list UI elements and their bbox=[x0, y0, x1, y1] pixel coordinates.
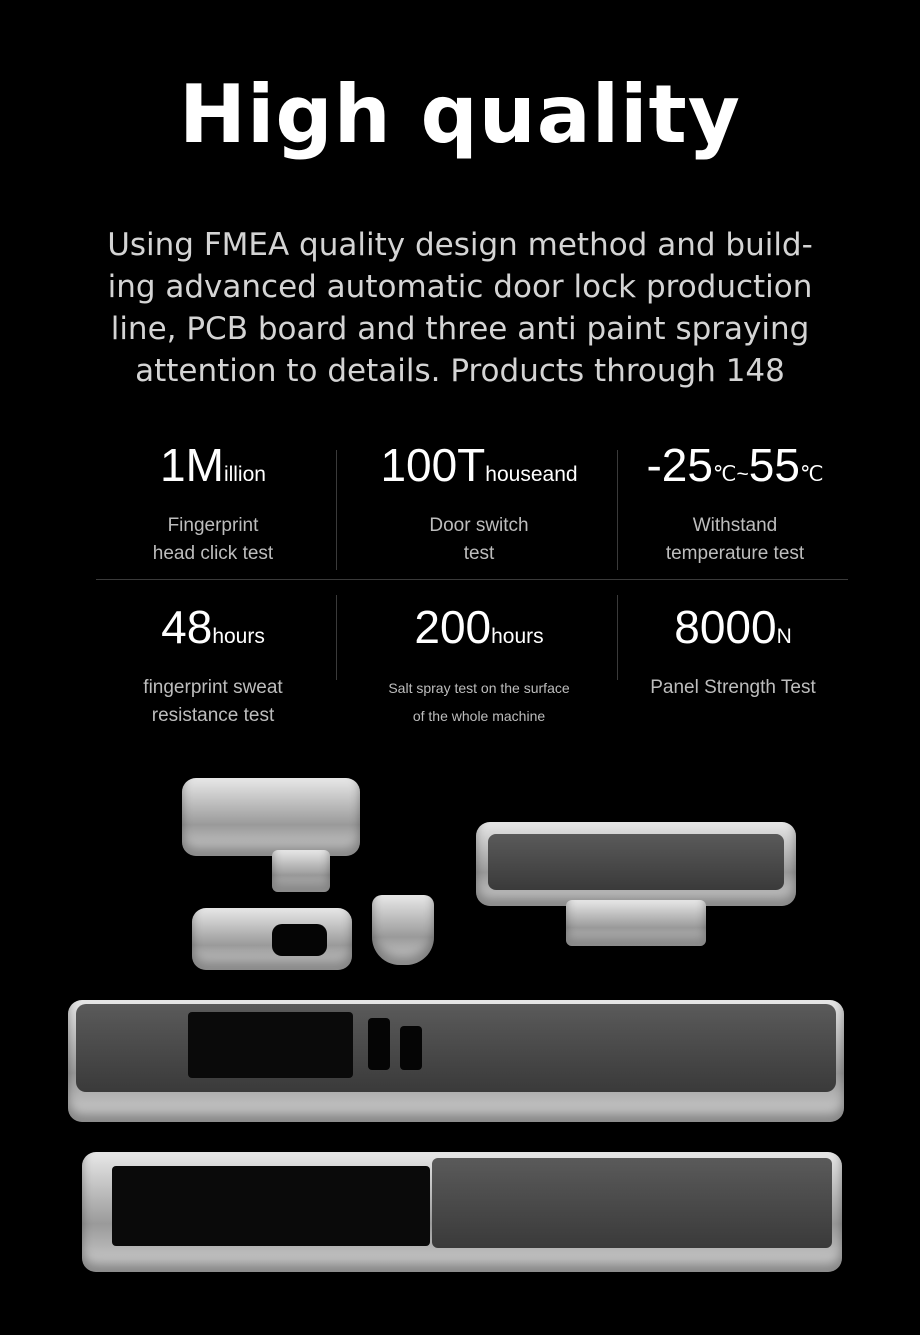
stat-unit: hours bbox=[212, 625, 265, 648]
stat-label: fingerprint sweat bbox=[143, 677, 283, 698]
stat-door-switch bbox=[349, 440, 609, 568]
intro-line: ing advanced automatic door lock production bbox=[107, 269, 813, 305]
stat-unit: hours bbox=[491, 625, 544, 648]
stat-unit: ℃~ bbox=[712, 463, 749, 486]
stat-label: Salt spray test on the surface bbox=[388, 680, 570, 696]
stat-value: 48 bbox=[161, 601, 213, 653]
lock-part-knob bbox=[372, 895, 434, 965]
stat-value: 100T bbox=[380, 439, 486, 491]
stat-value: 200 bbox=[414, 601, 492, 653]
stat-value: 1M bbox=[160, 439, 224, 491]
intro-line: line, PCB board and three anti paint spraying bbox=[110, 311, 810, 347]
lock-front-panel bbox=[68, 1000, 844, 1122]
lock-back-panel bbox=[82, 1152, 842, 1272]
stat-label: test bbox=[463, 543, 495, 564]
lock-part-plate bbox=[192, 908, 352, 970]
stat-value: 8000 bbox=[674, 601, 777, 653]
stat-unit: illion bbox=[223, 463, 266, 486]
stat-value: 55 bbox=[748, 439, 800, 491]
intro-paragraph bbox=[60, 224, 860, 392]
stat-label: Door switch bbox=[429, 515, 529, 536]
stat-label: Withstand bbox=[692, 515, 778, 536]
page-title: High quality bbox=[179, 68, 741, 161]
stat-label: resistance test bbox=[151, 705, 275, 726]
intro-line: attention to details. Products through 148 bbox=[135, 353, 785, 389]
stat-label: Panel Strength Test bbox=[650, 677, 816, 698]
intro-line: Using FMEA quality design method and build- bbox=[107, 227, 813, 263]
stat-temperature bbox=[605, 440, 865, 568]
stat-label: temperature test bbox=[665, 543, 805, 564]
lock-part-housing-base bbox=[566, 900, 706, 946]
stat-label: Fingerprint bbox=[167, 515, 259, 536]
lock-part-handle-stem bbox=[272, 850, 330, 892]
stat-salt-spray bbox=[349, 602, 609, 730]
divider bbox=[96, 579, 848, 580]
stat-unit: houseand bbox=[485, 463, 578, 486]
stat-fingerprint-click bbox=[83, 440, 343, 568]
lock-part-handle-top bbox=[182, 778, 360, 856]
stat-label: head click test bbox=[152, 543, 274, 564]
stat-unit: N bbox=[776, 625, 792, 648]
stat-value: -25 bbox=[646, 439, 713, 491]
stat-sweat bbox=[83, 602, 343, 730]
lock-part-housing bbox=[476, 822, 796, 906]
stat-label: of the whole machine bbox=[412, 708, 546, 724]
stat-panel-strength bbox=[603, 602, 863, 702]
stat-unit: ℃ bbox=[799, 463, 824, 486]
